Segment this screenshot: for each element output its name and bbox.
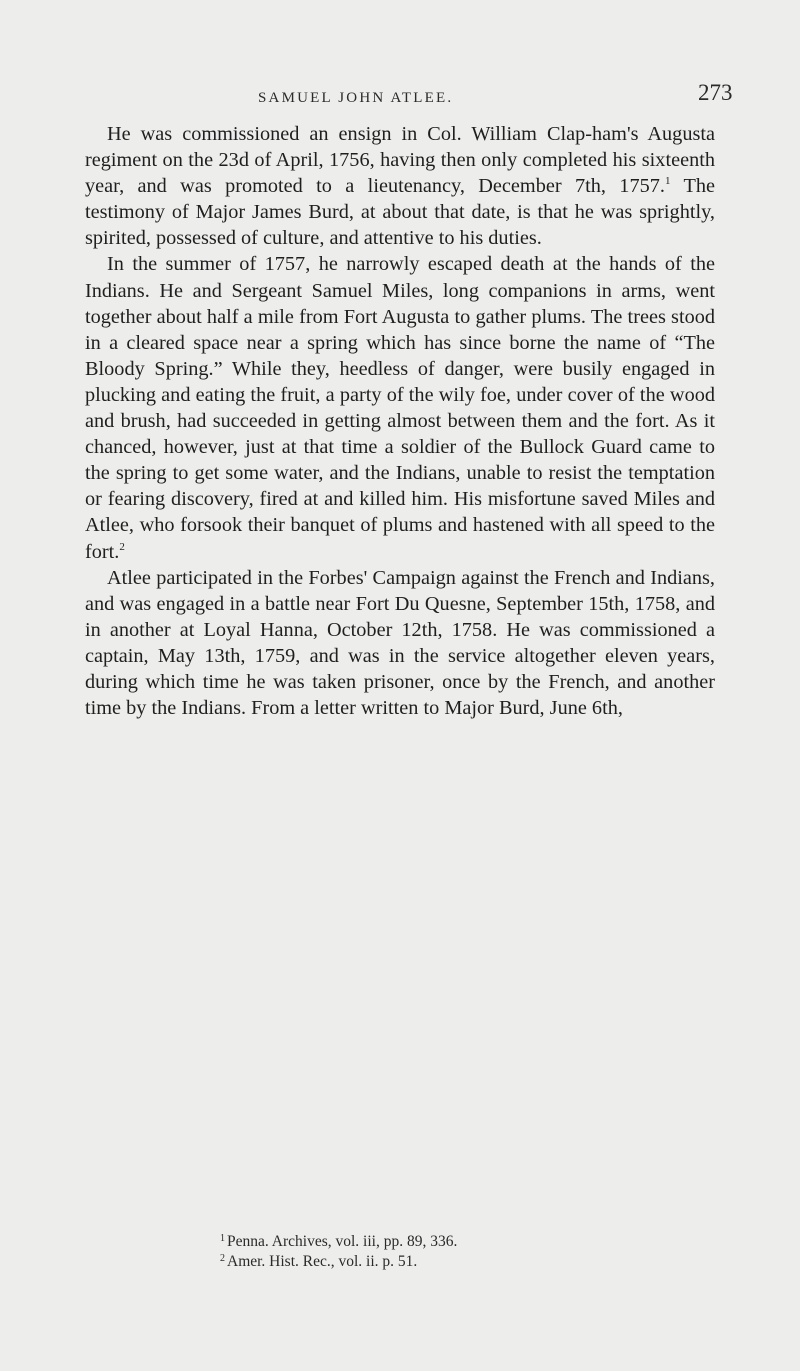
footnotes — [220, 1232, 720, 1272]
footnote-ref-2: 2 — [119, 540, 125, 553]
paragraph-commission-text-a: He was commissioned an ensign in Col. William Clap-ham's Augusta regiment on the 23d of April, 1756, having then only completed his sixteenth year, and was promoted to a lieutenancy, December 7th, 1757. — [85, 123, 715, 198]
footnote-1 — [220, 1232, 720, 1252]
page-number: 273 — [698, 80, 733, 105]
footnote-2-text: Amer. Hist. Rec., vol. ii. p. 51. — [227, 1253, 418, 1270]
footnote-1-mark: 1 — [220, 1233, 225, 1244]
body-text — [85, 121, 715, 721]
paragraph-bloody-spring — [85, 251, 715, 564]
paragraph-bloody-spring-text: In the summer of 1757, he narrowly escaped death at the hands of the Indians. He and Sergeant Samuel Miles, long companions in arms, went together about half a mile from Fort Augusta to gather plums. The trees stood in a cleared space near a spring which has since borne the name of “The Bloody Spring.” While they, heedless of danger, were busily engaged in plucking and eating the fruit, a party of the wily foe, under cover of the wood and brush, had succeeded in getting almost between them and the fort. As it chanced, however, just at that time a soldier of the Bullock Guard came to the spring to get some water, and the Indians, unable to resist the temptation or fearing discovery, fired at and killed him. His misfortune saved Miles and Atlee, who forsook their banquet of plums and hastened with all speed to the fort. — [85, 253, 715, 563]
running-head: SAMUEL JOHN ATLEE. — [258, 90, 454, 106]
paragraph-forbes-campaign-text: Atlee participated in the Forbes' Campaign against the French and Indians, and was engaged in a battle near Fort Du Quesne, September 15th, 1758, and in another at Loyal Hanna, October 12th, 1758. He was commissioned a captain, May 13th, 1759, and was in the service altogether eleven years, during which time he was taken prisoner, once by the French, and another time by the Indians. From a letter written to Major Burd, June 6th, — [85, 566, 715, 720]
paragraph-forbes-campaign — [85, 565, 715, 722]
footnote-2 — [220, 1252, 720, 1272]
paragraph-commission — [85, 121, 715, 251]
footnote-1-text: Penna. Archives, vol. iii, pp. 89, 336. — [227, 1233, 458, 1250]
footnote-2-mark: 2 — [220, 1253, 225, 1264]
paragraph-commission-text-b: The testimony of Major James Burd, at about that date, is that he was sprightly, spirited, possessed of culture, and attentive to his duties. — [85, 175, 715, 250]
footnote-ref-1: 1 — [664, 175, 671, 188]
